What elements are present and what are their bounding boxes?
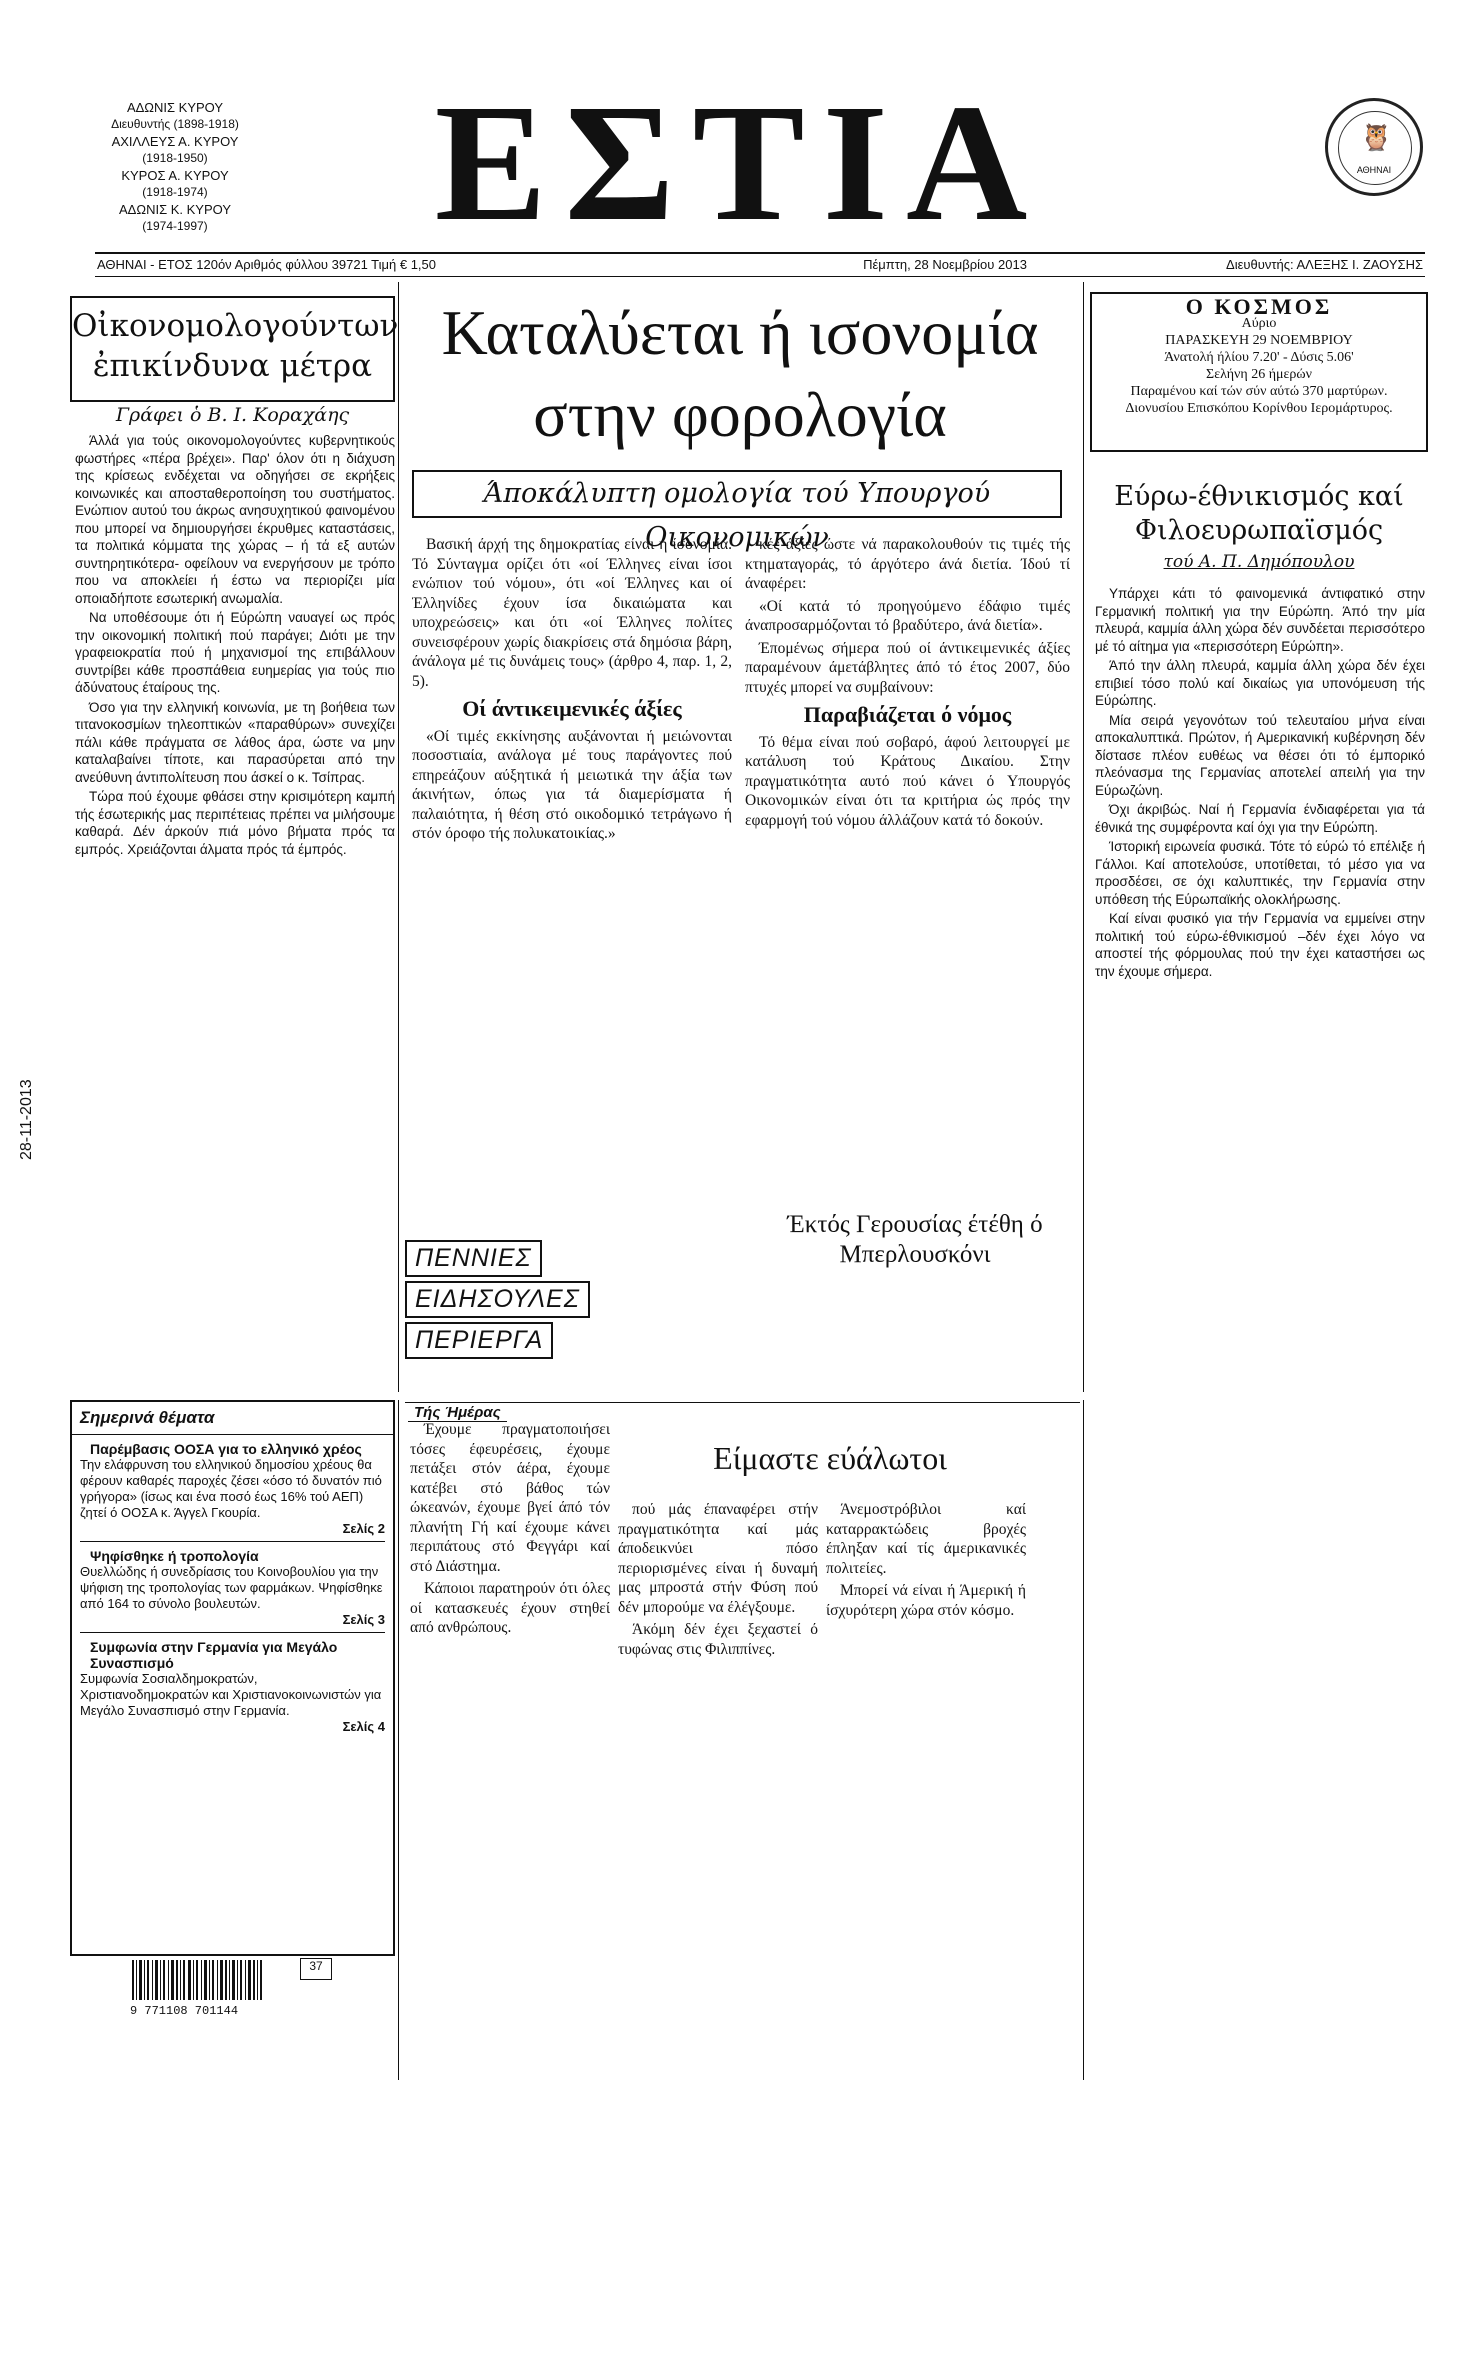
topic-item <box>72 1542 393 1632</box>
column-divider <box>1083 1400 1084 2080</box>
section-heading: Παραβιάζεται ό νόμος <box>803 702 1012 727</box>
paragraph: Τό θέμα είναι πού σοβαρό, άφού λειτουργεί με κατάλυση τού Κράτους Δικαίου. Στην πραγματικότητα αυτό πού κάνει ό Υπουργός Οικονομικών είναι ότι τα κριτήρια ώς πρός την εφαρμογή τού νόμου άλλάζουν κατά τό δοκούν. <box>745 733 1070 829</box>
founder-years: (1974-1997) <box>142 219 208 233</box>
paragraph: «Οί τιμές εκκίνησης αυξάνονται ή μειώνονται ποσοστιαία, ανάλογα μέ τους παράγοντες πού επηρεάζουν αύξητικά ή μειωτικά την άξία των άκινήτων, όπως για τά διαμερίσματα ή παλαιότητα, ή θέση στό οικοδομικό τετράγωνο ή στόν όροφο τής πολυκατοικίας.» <box>412 727 732 842</box>
pennies-title: ΠΕΝΝΙΕΣ <box>405 1240 542 1277</box>
barcode-icon <box>130 1960 300 2000</box>
topic-title: Συμφωνία στην Γερμανία για Μεγάλο Συνασπισμό <box>90 1639 338 1671</box>
section-heading: Οί άντικειμενικές άξίες <box>462 696 682 721</box>
vertical-date: 28-11-2013 <box>18 1079 35 1160</box>
paragraph: πού μάς έπαναφέρει στήν πραγματικότητα καί μάς άποδεικνύει πόσο περιορισμένες είναι ή δυναμή μας μπροστά στήν Φύση πού δέν μπορούμε να έλέγξουμε. <box>618 1501 818 1616</box>
paragraph: Έχουμε πραγματοποιήσει τόσες έφευρέσεις, έχουμε πετάξει στόν άέρα, έχουμε κατέβει στό βάθος τών ώκεανών, έχουμε βγεί άπό τόν πλανήτη Γή καί έχουμε κάνει περιπάτους στό Φεγγάρι καί στό Διάστημα. <box>410 1421 610 1575</box>
tis-imeras-col2 <box>618 1500 818 2060</box>
founder-name: ΑΔΩΝΙΣ Κ. ΚΥΡΟΥ <box>119 202 231 217</box>
paragraph: Να υποθέσουμε ότι ή Εύρώπη ναυαγεί ως πρός την οικονομική πολιτική πού παράγει; Διότι με την γραφειοκρατία πού ή μηχανισμοί της επιβάλλουν συντρίβει κάθε προσπάθεια ευημερίας για τούς πιο άδύνατους έταίρους της. <box>75 610 395 695</box>
topic-item <box>72 1435 393 1541</box>
paragraph: Όχι άκριβώς. Ναί ή Γερμανία ένδιαφέρεται για τά έθνικά της συμφέροντα καί όχι για την Εύρώπη. <box>1095 802 1425 835</box>
founders-list <box>95 100 255 236</box>
left-article-body <box>75 432 395 1394</box>
paragraph: Ίστορική ειρωνεία φυσικά. Τότε τό εύρώ τό επέλιξε ή Γάλλοι. Καί αποτελούσε, υποτίθεται, τό μέσο για να προσδέσει, σε όχι καλυπτικές, την Γερμανία στην υπόθεση τής Εύρωπαϊκής ολοκλήρωσης. <box>1095 839 1425 907</box>
kosmos-line: Αύριο <box>1241 316 1277 331</box>
paragraph: Άκόμη δέν έχει ξεχαστεί ό τυφώνας στις Φιλιππίνες. <box>618 1621 818 1658</box>
info-bar <box>95 252 1425 277</box>
paragraph: Καί είναι φυσικό για τήν Γερμανία να εμμείνει στην πολιτική τού εύρω-έθνικισμού –δέν έχει λόγο να αποστεί τής φόρμουλας πού την έχει καταστήσει ως την έχουμε σήμερα. <box>1095 911 1425 979</box>
founder-name: ΑΧΙΛΛΕΥΣ Α. ΚΥΡΟΥ <box>111 134 239 149</box>
topic-text: Συμφωνία Σοσιαλδημοκρατών, Χριστιανοδημοκρατών και Χριστιανοκοινωνιστών για Μεγάλο Συνασπισμό στην Γερμανία. <box>80 1671 382 1718</box>
left-article-title-box <box>70 296 399 402</box>
topic-title: Ψηφίσθηκε ή τροπολογία <box>90 1548 259 1564</box>
column-divider <box>398 1400 399 2080</box>
founder-years: (1918-1974) <box>142 185 208 199</box>
pennies-box <box>405 1240 605 1395</box>
masthead-title: ΕΣΤΙΑ <box>434 70 1046 256</box>
kosmos-title: Ο ΚΟΣΜΟΣ <box>1185 294 1333 319</box>
issue-code: 37 <box>300 1958 332 1980</box>
topic-text: Θυελλώδης ή συνεδρίασις του Κοινοβουλίου για την ψήφιση της τροπολογίας των φαρμάκων. Ψηφίσθηκε από 164 το σύνολο βουλευτών. <box>80 1564 383 1611</box>
paragraph: Άπό την άλλη πλευρά, καμμία άλλη χώρα δέν έχει επιβιεί τόσο πολύ καί δικαίως για υπονόμευση τής Εύρώπης. <box>1095 658 1425 708</box>
main-headline <box>400 292 1080 456</box>
headline-line: Καταλύεται ή ισονομία <box>441 297 1039 368</box>
tis-imeras-col3 <box>826 1500 1026 2060</box>
paragraph: Μία σειρά γεγονότων τού τελευταίου μήνα είναι αποκαλυπτικά. Πρώτον, ή Αμερικανική κυβέρνηση δέν δίστασε πλέον ευθέως να θέσει ότι τό έμπορικό πλεόνασμα της Γερμανίας αποτελεί απειλή για την Εύρωζώνη. <box>1095 712 1425 798</box>
kosmos-line: Διονυσίου Επισκόπου Κορίνθου Ιερομάρτυρος. <box>1125 401 1393 416</box>
paragraph: Άνεμοστρόβιλοι καί καταρρακτώδεις βροχές έπληξαν καί τίς άμερικανικές πολιτείες. <box>826 1501 1026 1577</box>
topic-page: Σελίς 4 <box>342 1719 385 1734</box>
kosmos-line: ΠΑΡΑΣΚΕΥΗ 29 ΝΟΕΜΒΡΙΟΥ <box>1165 333 1353 348</box>
paragraph: «Οί κατά τό προηγούμενο έδάφιο τιμές άναπροσαρμόζονται τό βραδύτερο, άνά διετία». <box>745 597 1070 634</box>
issue-date: Πέμπτη, 28 Νοεμβρίου 2013 <box>863 257 1027 272</box>
left-article-title: Οἰκονομολογούντων ἐπικίνδυνα μέτρα <box>72 308 399 384</box>
founder-name: ΑΔΩΝΙΣ ΚΥΡΟΥ <box>126 100 224 115</box>
right-article-body <box>1095 585 1425 2055</box>
paragraph: Άλλά για τούς οικονομολογούντες κυβερνητικούς φωστήρες «πέρα βρέχει». Παρ' όλον ότι η διάχυση της κρίσεως ενδέχεται να οδηγήσει σε εκρήξεις κοινωνικές και αποσταθεροποίηση του συστήματος. Ενώπιον αυτού του άκρως ανησυχητικού φαινομένου που μπορεί να δημιουργήσει έκρυθμες καταστάσεις, τα πολιτικά κόμματα της χώρας – ή τά εξ αυτών συντηρητικότερα- οφείλουν να ενεργήσουν με τρόπο που να αποκλείει ή έστω να περιορίζει μία οποιαδήποτε εσωτερική ανωμαλία. <box>75 433 395 606</box>
issue-info: ΑΘΗΝΑΙ - ΕΤΟΣ 120όν Αριθμός φύλλου 39721 Τιμή € 1,50 <box>97 257 436 272</box>
founder-name: ΚΥΡΟΣ Α. ΚΥΡΟΥ <box>121 168 229 183</box>
pennies-title: ΠΕΡΙΕΡΓΑ <box>405 1322 553 1359</box>
headline-line: στην φορολογία <box>533 379 947 450</box>
founder-role: Διευθυντής (1898-1918) <box>111 117 239 131</box>
tis-imeras-col1 <box>410 1420 610 2060</box>
paragraph: Κάποιοι παρατηρούν ότι όλες οί κατασκευές έχουν στηθεί από ανθρώπους. <box>410 1580 610 1636</box>
topic-page: Σελίς 2 <box>342 1521 385 1536</box>
barcode-number: 9 771108 701144 <box>130 2004 239 2018</box>
paragraph: Μπορεί νά είναι ή Άμερική ή ίσχυρότερη χώρα στόν κόσμο. <box>826 1582 1026 1619</box>
kosmos-line: Παραμένου καί τών σύν αύτώ 370 μαρτύρων. <box>1130 384 1388 399</box>
topic-page: Σελίς 3 <box>342 1612 385 1627</box>
left-article-byline: Γράφει ὁ Β. Ι. Κοραχάης <box>115 404 350 426</box>
right-article-byline: τού Α. Π. Δημόπουλου <box>1163 552 1355 572</box>
paragraph: Έπομένως σήμερα πού οί άντικειμενικές άξίες παραμένουν άμετάβλητες άπό τό έτος 2007, δύο πτυχές μπορεί να συμβαίνουν: <box>745 639 1070 696</box>
topic-title: Παρέμβασις ΟΟΣΑ για το ελληνικό χρέος <box>90 1441 362 1457</box>
tis-imeras-title: Είμαστε εύάλωτοι <box>713 1440 947 1476</box>
paragraph: κές άξίες ώστε νά παρακολουθούν τις τιμές τής κτηματαγοράς, τό άργότερο άνά διετία. Ίδού τί άναφέρει: <box>745 536 1070 592</box>
right-article-title: Εύρω-έθνικισμός καί Φιλοευρωπαϊσμός <box>1114 481 1404 546</box>
tis-imeras-label: Τής Ήμέρας <box>408 1404 507 1422</box>
kosmos-box <box>1090 292 1428 452</box>
owl-icon: 🦉 <box>1360 123 1393 153</box>
today-topics-heading: Σημερινά θέματα <box>72 1402 393 1435</box>
kosmos-line: Άνατολή ήλίου 7.20' - Δύσις 5.06' <box>1164 350 1354 365</box>
barcode <box>130 1960 300 2018</box>
berlusconi-title: Έκτός Γερουσίας έτέθη ό Μπερλουσκόνι <box>787 1211 1043 1268</box>
kosmos-line: Σελήνη 26 ήμερών <box>1206 367 1312 382</box>
paragraph: Βασική άρχή της δημοκρατίας είναι ή ίσονομία. Τό Σύνταγμα ορίζει ότι «οί Έλληνες είναι ίσοι ενώπιον τού νόμου», ότι «οί Έλληνες και οί Έλληνίδες έχουν ίσα δικαιώματα και υποχρεώσεις» και ότι «οί Έλληνες πολίτες συνεισφέρουν χωρίς διακρίσεις στά δημόσια βάρη, άνάλογα μέ τις δυνάμεις τους» (άρθρο 4, παρ. 1, 2, 5). <box>412 536 732 690</box>
paragraph: Τώρα πού έχουμε φθάσει στην κρισιμότερη καμπή τής έσωτερικής μας περιπέτειας πρέπει να μιλήσουμε καθαρά. Δέν άρκούν πιά μόνο βήματα πρός τα εμπρός. Χρειάζονται άλματα πρός τά έμπρός. <box>75 789 395 857</box>
main-subhead: Άποκάλυπτη ομολογία τού Υπουργού Οικονομικών <box>412 470 1062 518</box>
seal-text: ΑΘΗΝΑΙ <box>1356 165 1392 175</box>
founder-years: (1918-1950) <box>142 151 208 165</box>
paragraph: Υπάρχει κάτι τό φαινομενικά άντιφατικό στην Γερμανική πολιτική για την Εύρώπη. Άπό την μία πλευρά, καμμία άλλη χώρα δέν συνδέεται περισσότερο μέ τό αίτημα για «περισσότερη Εύρώπη». <box>1095 586 1425 654</box>
today-topics-box <box>70 1400 395 1956</box>
topic-text: Την ελάφρυνση του ελληνικού δημοσίου χρέους θα φέρουν καθαρές παροχές ζέσει «όσο τό δυνατόν πιό γρήγορα» (ίσως και ένα ποσό έως 16% τού ΑΕΠ) ζητεί ό ΟΟΣΑ κ. Άγγελ Γκουρία. <box>80 1457 382 1520</box>
paragraph: Όσο για την ελληνική κοινωνία, με τη βοήθεια των τιτανοκοσμίων τηλεοπτικών «παραθύρων» συνεχίζει πάλι κάθε πράγματα σε λάθος άρα, ώστε να μην καταλαβαίνει τίποτε, και παρασύρεται από την ανεύθυνη άντιπολίτευση που άσκεί ο κ. Τσίπρας. <box>75 699 395 785</box>
topic-item <box>72 1633 393 1739</box>
pennies-title: ΕΙΔΗΣΟΥΛΕΣ <box>405 1281 590 1318</box>
column-divider <box>398 282 399 1392</box>
director: Διευθυντής: ΑΛΕΞΗΣ Ι. ΖΑΟΥΣΗΣ <box>1226 257 1423 272</box>
seal-logo <box>1325 98 1423 196</box>
